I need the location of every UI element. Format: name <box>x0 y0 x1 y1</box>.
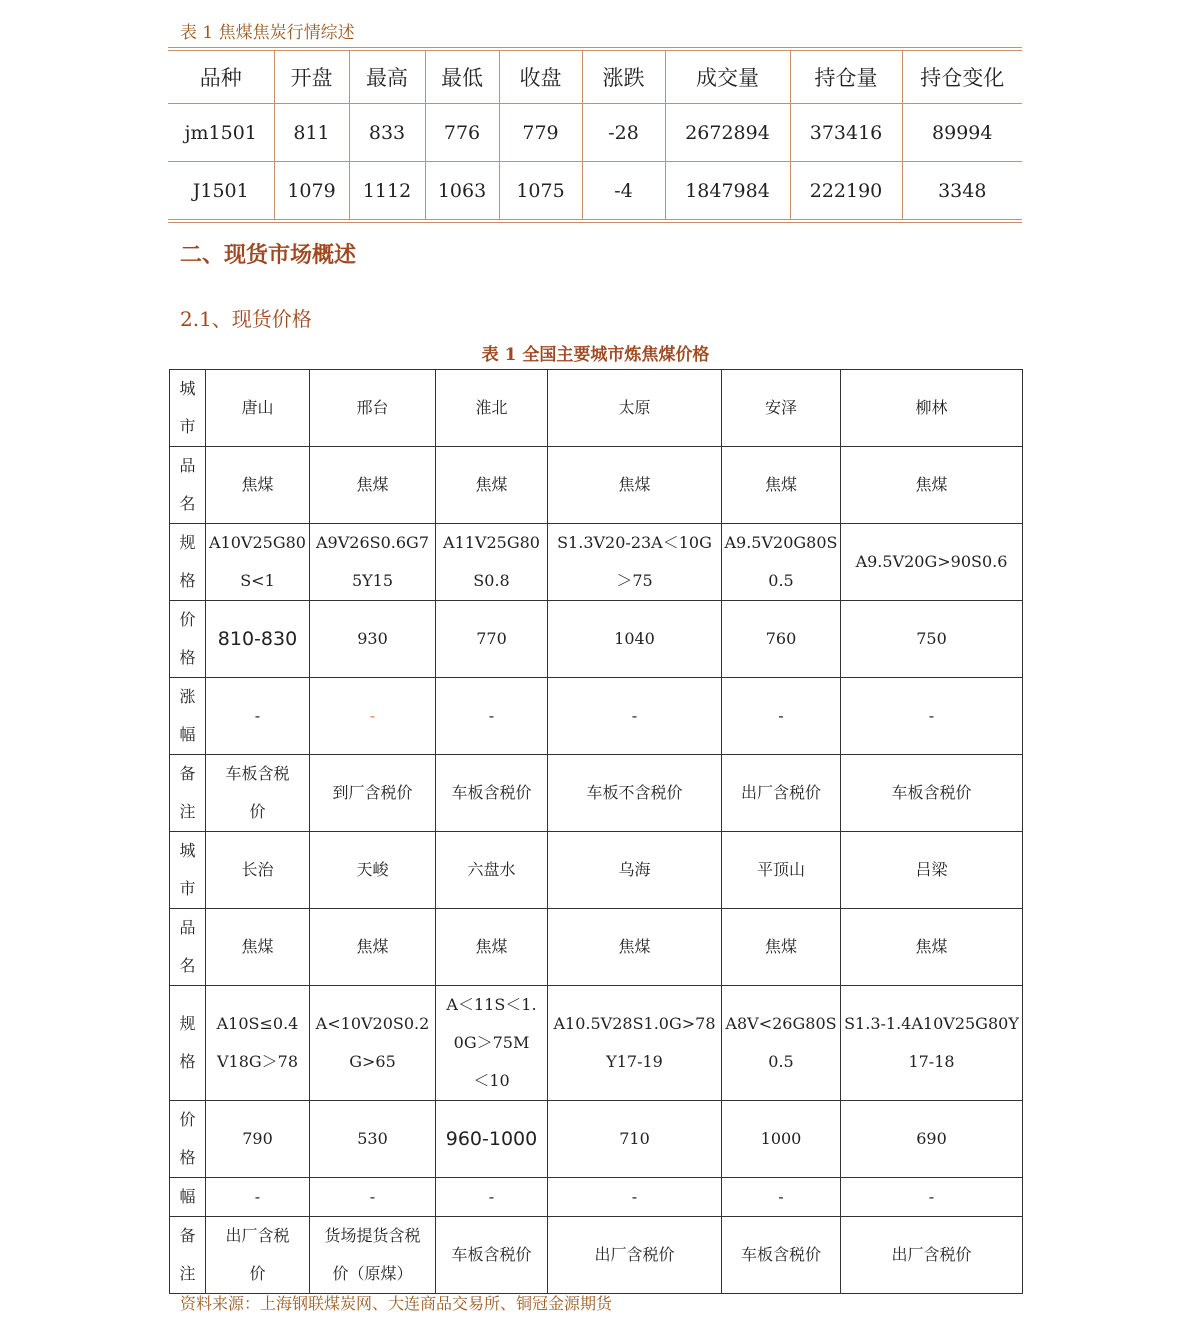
note-cell: 出厂含税价 <box>206 1217 310 1294</box>
table-cell: 2672894 <box>665 104 790 162</box>
row-label-spec: 规格 <box>170 986 206 1101</box>
table-cell: 779 <box>499 104 582 162</box>
product-cell: 焦煤 <box>722 909 841 986</box>
spec-cell: S1.3V20-23A＜10G＞75 <box>548 524 722 601</box>
row-label-price: 价格 <box>170 601 206 678</box>
note-cell: 车板含税价 <box>206 755 310 832</box>
note-cell: 货场提货含税价（原煤） <box>310 1217 436 1294</box>
product-cell: 焦煤 <box>548 909 722 986</box>
table-cell: -28 <box>582 104 665 162</box>
spot-table-caption: 表 1 全国主要城市炼焦煤价格 <box>481 345 710 365</box>
price-cell: 1000 <box>722 1101 841 1178</box>
change-cell: - <box>436 1178 548 1217</box>
change-cell: - <box>722 678 841 755</box>
table-row <box>170 832 1023 909</box>
row-label-city: 城市 <box>170 370 206 447</box>
city-cell: 天峻 <box>310 832 436 909</box>
row-label-price: 价格 <box>170 1101 206 1178</box>
table-cell: 1063 <box>425 162 499 222</box>
spec-cell: A9V26S0.6G75Y15 <box>310 524 436 601</box>
spec-cell: A10S≤0.4V18G＞78 <box>206 986 310 1101</box>
spot-price-table <box>169 369 1023 1294</box>
table-cell: 89994 <box>902 104 1022 162</box>
header-cell: 最高 <box>349 49 425 104</box>
change-cell: - <box>206 1178 310 1217</box>
change-cell: - <box>841 678 1023 755</box>
product-cell: 焦煤 <box>436 909 548 986</box>
source-note: 资料来源：上海钢联煤炭网、大连商品交易所、铜冠金源期货 <box>180 1294 613 1313</box>
table-cell: J1501 <box>192 179 249 202</box>
city-cell: 六盘水 <box>436 832 548 909</box>
table-row <box>170 1101 1023 1178</box>
note-cell: 出厂含税价 <box>841 1217 1023 1294</box>
table-row <box>170 1178 1023 1217</box>
header-cell: 开盘 <box>274 49 349 104</box>
price-cell: 810-830 <box>206 601 310 678</box>
note-cell: 到厂含税价 <box>310 755 436 832</box>
table-row <box>170 1217 1023 1294</box>
note-cell: 车板含税价 <box>722 1217 841 1294</box>
futures-table <box>168 47 1022 223</box>
product-cell: 焦煤 <box>841 447 1023 524</box>
spec-cell: A11V25G80S0.8 <box>436 524 548 601</box>
price-cell: 930 <box>310 601 436 678</box>
header-cell: 持仓变化 <box>902 49 1022 104</box>
section-subheading: 2.1、现货价格 <box>180 307 312 331</box>
price-cell: 1040 <box>548 601 722 678</box>
product-cell: 焦煤 <box>206 909 310 986</box>
product-cell: 焦煤 <box>310 909 436 986</box>
row-label-change: 幅 <box>170 1178 206 1217</box>
row-label-note: 备注 <box>170 755 206 832</box>
table-row <box>170 601 1023 678</box>
spec-cell: A9.5V20G>90S0.6 <box>841 524 1023 601</box>
table-row <box>170 524 1023 601</box>
spec-cell: A<10V20S0.2G>65 <box>310 986 436 1101</box>
table-cell: 833 <box>349 104 425 162</box>
table-cell: 1075 <box>499 162 582 222</box>
price-cell: 960-1000 <box>436 1101 548 1178</box>
city-cell: 太原 <box>548 370 722 447</box>
change-cell: - <box>841 1178 1023 1217</box>
city-cell: 平顶山 <box>722 832 841 909</box>
futures-header-row <box>168 49 1022 104</box>
row-label-product: 品名 <box>170 909 206 986</box>
change-cell: - <box>310 1178 436 1217</box>
note-cell: 出厂含税价 <box>548 1217 722 1294</box>
product-cell: 焦煤 <box>206 447 310 524</box>
row-label-city: 城市 <box>170 832 206 909</box>
table-row <box>170 447 1023 524</box>
city-cell: 吕梁 <box>841 832 1023 909</box>
table-row <box>170 755 1023 832</box>
row-label-change: 涨幅 <box>170 678 206 755</box>
section-heading: 二、现货市场概述 <box>180 242 357 268</box>
table-row <box>168 162 1022 222</box>
table-cell: jm1501 <box>168 104 274 162</box>
table-row <box>170 370 1023 447</box>
table-cell: 222190 <box>790 162 902 222</box>
change-cell <box>310 678 436 755</box>
header-cell: 收盘 <box>499 49 582 104</box>
product-cell: 焦煤 <box>841 909 1023 986</box>
note-cell: 车板含税价 <box>436 1217 548 1294</box>
product-cell: 焦煤 <box>722 447 841 524</box>
header-cell: 成交量 <box>665 49 790 104</box>
header-cell: 品种 <box>168 49 274 104</box>
product-cell: 焦煤 <box>436 447 548 524</box>
table-cell: 811 <box>274 104 349 162</box>
row-label-spec: 规格 <box>170 524 206 601</box>
table-cell: 373416 <box>790 104 902 162</box>
table-cell: 1847984 <box>665 162 790 222</box>
spec-cell: S1.3-1.4A10V25G80Y17-18 <box>841 986 1023 1101</box>
table-cell: 3348 <box>902 162 1022 222</box>
table-cell: -4 <box>582 162 665 222</box>
spec-cell: A8V<26G80S0.5 <box>722 986 841 1101</box>
note-cell: 车板含税价 <box>841 755 1023 832</box>
spec-cell: A＜11S＜1.0G＞75M＜10 <box>436 986 548 1101</box>
spec-cell: A9.5V20G80S0.5 <box>722 524 841 601</box>
note-cell: 车板不含税价 <box>548 755 722 832</box>
price-cell: 530 <box>310 1101 436 1178</box>
city-cell: 淮北 <box>436 370 548 447</box>
table-cell: 776 <box>425 104 499 162</box>
price-cell: 710 <box>548 1101 722 1178</box>
product-cell: 焦煤 <box>310 447 436 524</box>
note-cell: 车板含税价 <box>436 755 548 832</box>
product-cell: 焦煤 <box>548 447 722 524</box>
table-cell: 1112 <box>349 162 425 222</box>
price-cell: 690 <box>841 1101 1023 1178</box>
price-cell: 750 <box>841 601 1023 678</box>
change-cell: - <box>722 1178 841 1217</box>
futures-table-caption: 表 1 焦煤焦炭行情综述 <box>180 23 355 43</box>
table-row <box>170 909 1023 986</box>
city-cell: 安泽 <box>722 370 841 447</box>
note-cell: 出厂含税价 <box>722 755 841 832</box>
header-cell: 最低 <box>425 49 499 104</box>
header-cell: 涨跌 <box>582 49 665 104</box>
change-cell: - <box>206 678 310 755</box>
city-cell: 乌海 <box>548 832 722 909</box>
price-cell: 770 <box>436 601 548 678</box>
change-cell: - <box>436 678 548 755</box>
city-cell: 邢台 <box>310 370 436 447</box>
spec-cell: A10.5V28S1.0G>78Y17-19 <box>548 986 722 1101</box>
table-row <box>170 986 1023 1101</box>
city-cell: 唐山 <box>206 370 310 447</box>
price-cell: 790 <box>206 1101 310 1178</box>
change-cell: - <box>548 1178 722 1217</box>
row-label-note: 备注 <box>170 1217 206 1294</box>
header-cell: 持仓量 <box>790 49 902 104</box>
spec-cell: A10V25G80S<1 <box>206 524 310 601</box>
table-cell: 1079 <box>274 162 349 222</box>
change-value: - <box>369 706 376 725</box>
city-cell: 长治 <box>206 832 310 909</box>
table-row <box>170 678 1023 755</box>
table-row <box>168 104 1022 162</box>
change-cell: - <box>548 678 722 755</box>
row-label-product: 品名 <box>170 447 206 524</box>
price-cell: 760 <box>722 601 841 678</box>
city-cell: 柳林 <box>841 370 1023 447</box>
